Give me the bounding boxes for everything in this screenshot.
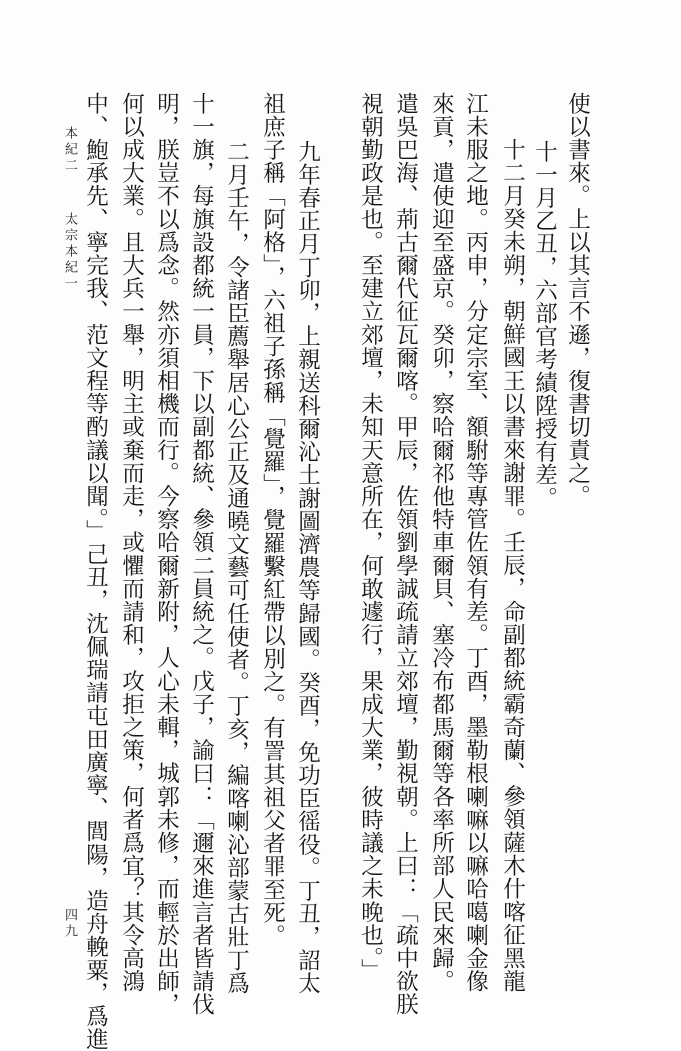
text-column: 遣吳巴海、荊古爾代征瓦爾喀。甲辰，佐領劉學誠疏請立郊壇，勤視朝。上曰：「疏中欲朕: [392, 92, 419, 1016]
section-header: 本紀二: [62, 126, 77, 174]
page-number: 四九: [62, 908, 77, 940]
text-column: 祖庶子稱「阿格」，六祖子孫稱「覺羅」，覺羅繫紅帶以別之。有詈其祖父者罪至死。: [259, 92, 286, 948]
text-column: 十一月乙丑，六部官考績陞授有差。: [531, 140, 558, 510]
text-column: 中、鮑承先、寧完我、范文程等酌議以聞。」己丑，沈佩瑞請屯田廣寧、閭陽，造舟輓粟，爲進: [82, 92, 109, 1051]
chapter-header: 太宗本紀一: [62, 212, 77, 292]
text-column: 二月壬午，令諸臣薦舉居心公正及通曉文藝可任使者。丁亥，編喀喇沁部蒙古壯丁爲: [223, 140, 250, 995]
text-column: 來貢，遣使迎至盛京。癸卯，察哈爾祁他特車爾貝、塞冷布都馬爾等各率所部人民來歸。: [428, 92, 455, 993]
text-column: 明，朕豈不以爲念。然亦須相機而行。今察哈爾新附，人心未輯，城郭未修，而輕於出師，: [153, 92, 180, 1016]
text-column: 何以成大業。且大兵一舉，明主或棄而走，或懼而請和，攻拒之策，何者爲宜？其令高鴻: [118, 92, 145, 993]
text-column: 江未服之地。丙申，分定宗室、額駙等專管佐領有差。丁酉，墨勒根喇嘛以嘛哈噶喇金像: [462, 92, 489, 993]
text-column: 視朝勤政是也。至建立郊壇，未知天意所在，何敢遽行，果成大業，彼時議之未晚也。」: [357, 92, 384, 982]
text-column: 十二月癸未朔，朝鮮國王以書來謝罪。壬辰，命副都統霸奇蘭、參領薩木什喀征黑龍: [499, 138, 526, 993]
text-column: 使以書來。上以其言不遜，復書切責之。: [564, 92, 591, 508]
text-column: 十一旗，每旗設都統一員，下以副都統、參領二員統之。戊子，諭曰：「邇來進言者皆請伐: [188, 92, 215, 1016]
text-column: 九年春正月丁卯，上親送科爾沁土謝圖濟農等歸國。癸酉，免功臣徭役。丁丑，詔太: [294, 140, 321, 995]
